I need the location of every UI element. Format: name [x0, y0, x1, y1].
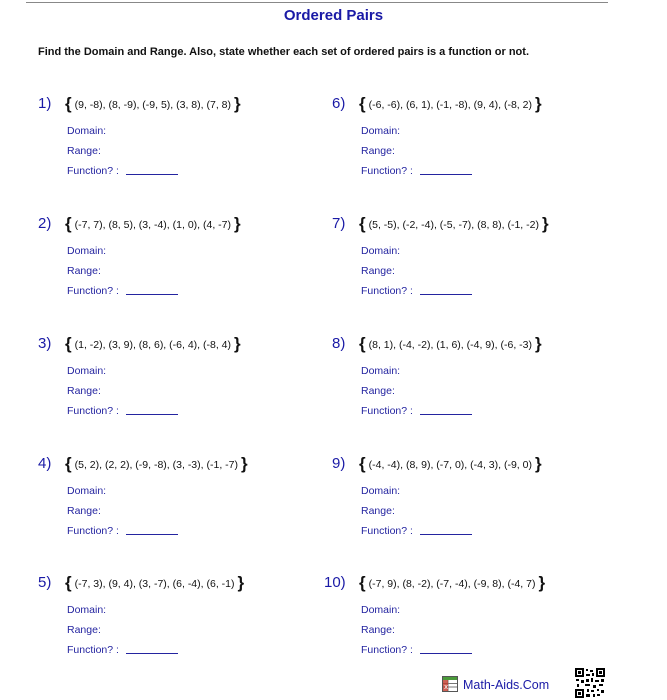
ordered-pair-set — [359, 573, 545, 593]
domain-label: Domain: — [361, 125, 401, 137]
problem-8 — [332, 335, 622, 435]
function-label: Function? : — [67, 165, 119, 177]
close-brace: } — [237, 573, 245, 592]
instructions: Find the Domain and Range. Also, state whether each set of ordered pairs is a function or not. — [38, 46, 529, 58]
answer-blank[interactable] — [420, 534, 472, 535]
function-label: Function? : — [361, 285, 413, 297]
problem-7 — [332, 215, 622, 315]
function-label: Function? : — [361, 165, 413, 177]
function-answer — [67, 405, 178, 417]
function-answer — [361, 285, 472, 297]
ordered-pairs: (-4, -4), (8, 9), (-7, 0), (-4, 3), (-9, 0) — [368, 459, 532, 471]
answer-blank[interactable] — [420, 653, 472, 654]
range-label: Range: — [361, 385, 395, 397]
problem-number: 4) — [38, 455, 52, 472]
problem-5 — [38, 574, 328, 674]
open-brace: { — [65, 214, 72, 233]
function-label: Function? : — [361, 405, 413, 417]
ordered-pair-set — [359, 94, 542, 114]
function-answer — [67, 644, 178, 656]
range-label: Range: — [67, 265, 101, 277]
open-brace: { — [359, 334, 366, 353]
ordered-pair-set — [359, 214, 549, 234]
function-answer — [67, 525, 178, 537]
ordered-pairs: (5, 2), (2, 2), (-9, -8), (3, -3), (-1, -7) — [74, 459, 238, 471]
domain-label: Domain: — [67, 365, 107, 377]
worksheet-title: Ordered Pairs — [283, 7, 384, 24]
function-answer — [361, 525, 472, 537]
problem-2 — [38, 215, 328, 315]
function-answer — [67, 285, 178, 297]
ordered-pairs: (5, -5), (-2, -4), (-5, -7), (8, 8), (-1, -2) — [368, 219, 539, 231]
close-brace: } — [534, 454, 542, 473]
ordered-pairs: (-7, 9), (8, -2), (-7, -4), (-9, 8), (-4, 7) — [368, 578, 536, 590]
problem-number: 2) — [38, 215, 52, 232]
problem-number: 7) — [332, 215, 346, 232]
answer-blank[interactable] — [420, 414, 472, 415]
domain-label: Domain: — [67, 245, 107, 257]
function-answer — [361, 405, 472, 417]
open-brace: { — [65, 454, 72, 473]
footer-brand — [442, 676, 549, 695]
problem-1 — [38, 95, 328, 195]
range-label: Range: — [361, 505, 395, 517]
range-label: Range: — [361, 145, 395, 157]
close-brace: } — [541, 214, 549, 233]
domain-label: Domain: — [361, 365, 401, 377]
domain-label: Domain: — [67, 125, 107, 137]
ordered-pairs: (9, -8), (8, -9), (-9, 5), (3, 8), (7, 8) — [74, 99, 231, 111]
problem-6 — [332, 95, 622, 195]
top-rule — [26, 2, 608, 3]
answer-blank[interactable] — [126, 534, 178, 535]
spreadsheet-logo-icon — [442, 676, 458, 695]
ordered-pairs: (-6, -6), (6, 1), (-1, -8), (9, 4), (-8, 2) — [368, 99, 532, 111]
answer-blank[interactable] — [126, 174, 178, 175]
close-brace: } — [234, 94, 241, 113]
ordered-pair-set — [359, 334, 542, 354]
function-answer — [361, 644, 472, 656]
open-brace: { — [359, 573, 366, 592]
ordered-pair-set — [65, 214, 241, 234]
open-brace: { — [65, 334, 72, 353]
domain-label: Domain: — [361, 604, 401, 616]
ordered-pairs: (-7, 7), (8, 5), (3, -4), (1, 0), (4, -7) — [74, 219, 231, 231]
function-label: Function? : — [67, 644, 119, 656]
answer-blank[interactable] — [126, 414, 178, 415]
open-brace: { — [359, 94, 366, 113]
function-label: Function? : — [361, 644, 413, 656]
open-brace: { — [65, 573, 72, 592]
answer-blank[interactable] — [420, 294, 472, 295]
close-brace: } — [534, 94, 542, 113]
function-label: Function? : — [361, 525, 413, 537]
range-label: Range: — [361, 265, 395, 277]
domain-label: Domain: — [67, 485, 107, 497]
range-label: Range: — [361, 624, 395, 636]
close-brace: } — [234, 334, 241, 353]
close-brace: } — [534, 334, 542, 353]
ordered-pair-set — [65, 94, 241, 114]
function-answer — [67, 165, 178, 177]
close-brace: } — [538, 573, 546, 592]
problem-10 — [324, 574, 614, 674]
open-brace: { — [65, 94, 72, 113]
ordered-pair-set — [65, 573, 244, 593]
problem-number: 9) — [332, 455, 346, 472]
close-brace: } — [240, 454, 248, 473]
ordered-pairs: (8, 1), (-4, -2), (1, 6), (-4, 9), (-6, -3) — [368, 339, 532, 351]
problem-number: 1) — [38, 95, 52, 112]
function-label: Function? : — [67, 285, 119, 297]
range-label: Range: — [67, 385, 101, 397]
answer-blank[interactable] — [420, 174, 472, 175]
ordered-pairs: (1, -2), (3, 9), (8, 6), (-6, 4), (-8, 4) — [74, 339, 231, 351]
problem-number: 3) — [38, 335, 52, 352]
problem-9 — [332, 455, 622, 555]
answer-blank[interactable] — [126, 653, 178, 654]
problem-number: 8) — [332, 335, 346, 352]
problem-number: 6) — [332, 95, 346, 112]
function-answer — [361, 165, 472, 177]
range-label: Range: — [67, 505, 101, 517]
function-label: Function? : — [67, 405, 119, 417]
problem-3 — [38, 335, 328, 435]
problem-number: 5) — [38, 574, 52, 591]
svg-text:x: x — [444, 683, 449, 691]
function-label: Function? : — [67, 525, 119, 537]
ordered-pair-set — [65, 454, 248, 474]
open-brace: { — [359, 214, 366, 233]
domain-label: Domain: — [67, 604, 107, 616]
answer-blank[interactable] — [126, 294, 178, 295]
qr-code — [575, 668, 605, 698]
ordered-pair-set — [65, 334, 241, 354]
open-brace: { — [359, 454, 366, 473]
problem-4 — [38, 455, 328, 555]
problem-number: 10) — [324, 574, 346, 591]
range-label: Range: — [67, 145, 101, 157]
domain-label: Domain: — [361, 485, 401, 497]
close-brace: } — [234, 214, 241, 233]
range-label: Range: — [67, 624, 101, 636]
brand-text: Math-Aids.Com — [463, 678, 550, 692]
domain-label: Domain: — [361, 245, 401, 257]
ordered-pair-set — [359, 454, 542, 474]
ordered-pairs: (-7, 3), (9, 4), (3, -7), (6, -4), (6, -1) — [74, 578, 235, 590]
